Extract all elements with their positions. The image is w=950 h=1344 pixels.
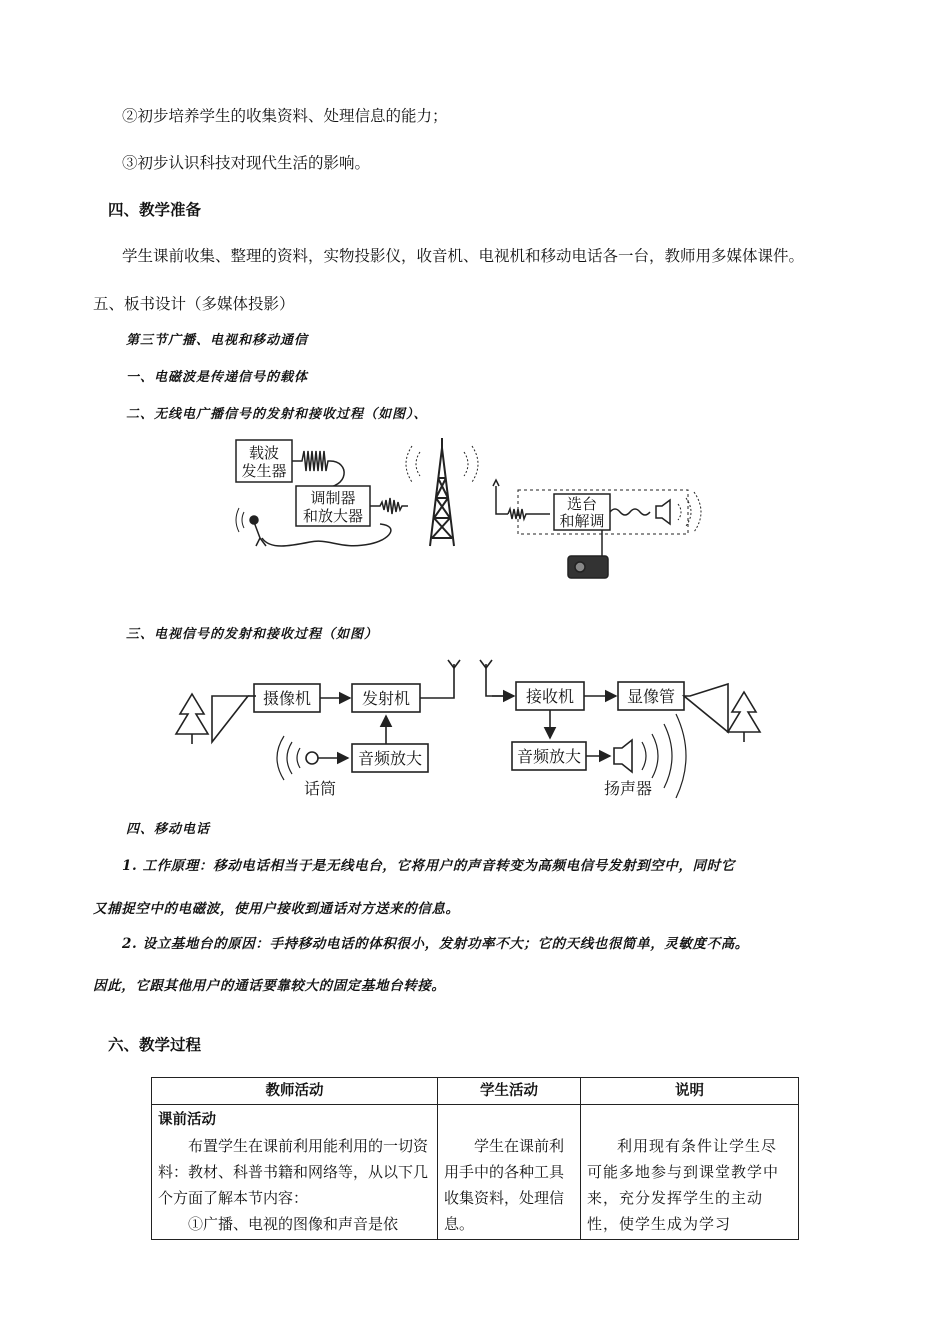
board-para2-line1: 2. 设立基地台的原因：手持移动电话的体积很小，发射功率不大；它的天线也很简单，灵敏度不高。 [122,936,749,952]
header-teacher: 教师活动 [152,1078,438,1105]
pre-class-title: 课前活动 [158,1112,216,1128]
carrier-label-2: 发生器 [241,462,287,480]
carrier-label-1: 载波 [248,444,280,462]
radio-broadcast-diagram [230,428,720,593]
objective-item-2: ②初步培养学生的收集资料、处理信息的能力； [122,107,448,125]
student-cell [438,1105,581,1240]
board-para1-line2: 又捕捉空中的电磁波，使用户接收到通话对方送来的信息。 [93,901,460,917]
table-row [152,1105,799,1240]
note-cell [581,1105,799,1240]
board-point-4: 四、移动电话 [126,822,211,837]
modulator-label-2: 和放大器 [302,507,364,525]
board-point-1: 一、电磁波是传递信号的载体 [126,370,309,385]
modulator-label-1: 调制器 [310,489,356,507]
audio-amp-tx-label: 音频放大 [357,749,423,768]
section-4-heading: 四、教学准备 [108,201,202,219]
board-para2-line2: 因此，它跟其他用户的通话要靠较大的固定基地台转接。 [93,978,446,994]
section-5-heading: 五、板书设计（多媒体投影） [93,295,295,313]
speaker-label: 扬声器 [603,779,653,798]
board-point-2: 二、无线电广播信号的发射和接收过程（如图）、 [126,407,428,422]
receiver-label: 接收机 [525,687,575,706]
audio-amp-rx-label: 音频放大 [516,747,582,766]
objective-item-3: ③初步认识科技对现代生活的影响。 [122,154,371,172]
teacher-item-1: ①广播、电视的图像和声音是依 [188,1215,399,1233]
teacher-text: 布置学生在课前利用能利用的一切资料：教材、科普书籍和网络等，从以下几个方面了解本节内容： [158,1137,429,1207]
tuner-label-1: 选台 [566,495,598,513]
teaching-process-table [151,1077,799,1240]
board-para1-line1: 1. 工作原理：移动电话相当于是无线电台，它将用户的声音转变为高频电信号发射到空中，同时它 [122,858,735,874]
board-title: 第三节广播、电视和移动通信 [126,333,309,348]
student-text: 学生在课前利用手中的各种工具收集资料，处理信息。 [444,1137,565,1233]
tuner-label-2: 和解调 [559,512,605,530]
board-point-3: 三、电视信号的发射和接收过程（如图） [126,627,379,642]
tv-broadcast-diagram [170,652,780,802]
header-note: 说明 [581,1078,799,1105]
section-4-text: 学生课前收集、整理的资料，实物投影仪，收音机、电视机和移动电话各一台，教师用多媒体课件。 [122,247,805,265]
microphone-label: 话筒 [303,779,337,798]
picture-tube-label: 显像管 [626,687,676,706]
header-student: 学生活动 [438,1078,581,1105]
section-6-heading: 六、教学过程 [108,1036,202,1054]
transmitter-label: 发射机 [361,689,411,708]
note-text: 利用现有条件让学生尽可能多地参与到课堂教学中来，充分发挥学生的主动性，使学生成为学习 [587,1137,780,1233]
table-header-row [152,1078,799,1105]
teacher-cell [152,1105,438,1240]
camera-label: 摄像机 [262,689,312,708]
